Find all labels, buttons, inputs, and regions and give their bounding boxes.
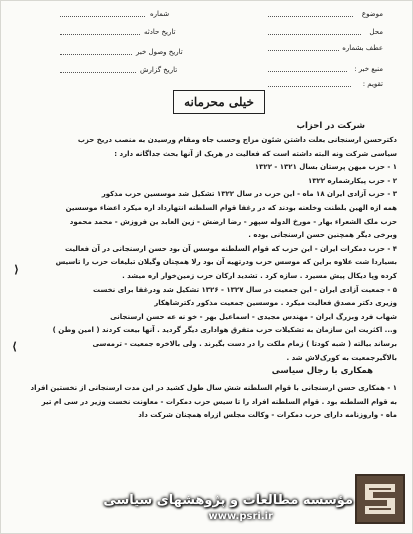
text-line: به قوام السلطنه بود . قوام السلطنه افراد را تا سیس حزب دمکرات - معاونت نخست وزیر در سی ام تیر: [41, 397, 397, 406]
text-line: ۳ - حزب آزادی ایران ۱۸ ماه - این حزب در سال ۱۳۲۲ تشکیل شد موسسین حزب مذکور: [101, 190, 397, 199]
event-date-line: [60, 34, 140, 35]
receive-date-line: [60, 54, 132, 55]
text-line: ۴ - حزب دمکرات ایران - این حزب که قوام السلطنه موسس آن بود حسن ارسنجانی در آن فعالیت: [64, 244, 397, 253]
section2-body: [22, 382, 397, 423]
number-label: شماره: [150, 10, 170, 18]
text-line: کرده وپا دیکال پیش مسیرد . سازه کرد . تشدید ارکان حزب زمین‌خوار اره میشد .: [122, 271, 397, 280]
receive-date-label: تاریخ وصول خبر: [136, 48, 183, 56]
institute-url[interactable]: www.psri.ir: [208, 511, 273, 522]
section2-heading: همکاری با رجال سیاسی: [271, 366, 373, 376]
subject-line: [268, 16, 353, 17]
reference-label: عطف بشماره: [342, 44, 383, 52]
source-label: منبع خبر :: [354, 65, 383, 73]
institute-logo-icon: [355, 474, 405, 524]
text-line: بسیاردا شت علاوه براین که موسس حزب ودرتهیه آن بود رلا همچنان وگیلان تبلیغات حزب را تاسیس: [55, 258, 397, 267]
calendar-line: [268, 86, 351, 87]
event-date-label: تاریخ حادثه: [144, 28, 176, 36]
report-date-line: [60, 72, 136, 73]
text-line: ۱ - همکاری حسن ارسنجانی با قوام السلطنه شش سال طول کشید در این مدت ارسنجانی از نخستین افراد: [30, 384, 397, 392]
number-line: [60, 16, 145, 17]
place-line: [268, 34, 361, 35]
section1-body: [22, 134, 397, 365]
source-line: [268, 71, 347, 72]
subject-label: موضوع: [361, 10, 383, 18]
text-line: ۱ - حزب میهن پرستان بسال ۱۳۲۱ - ۱۳۲۲: [254, 163, 397, 172]
text-line: ۲ - حزب پیکارشماره ۱۳۲۲: [307, 176, 397, 185]
text-line: ماه - واروزنامه دارای حزب دمکرات - وکالت مجلس ازراه همچنان شرکت داد: [138, 411, 397, 420]
text-line: ۵ - جمعیت آزادی ایران - این جمعیت در سال ۱۳۲۷ - ۱۳۲۶ تشکیل شد ودرغفا برای نخست: [93, 285, 397, 294]
text-line: شهاب فرد وبزرگ ایران - مهندس مجیدی - اسماعیل بهر - خو نه عه حسن ارسنجانی: [110, 312, 397, 321]
text-line: وزیری دکتر مصدق فعالیت میکرد . موسسین جمعیت مذکور دکترشاهکار: [154, 299, 397, 308]
margin-bracket-mark: ⟩: [14, 263, 20, 276]
margin-pen-mark: ⟨: [12, 340, 18, 353]
text-line: حزب ملک الشعراء بهار - مورخ الدوله سپهر - رضا ارضش - زین العابد ین فروزش - محمد محمود: [69, 217, 397, 226]
text-line: بالاگیرجمعیت به کورک‌لاش شد .: [286, 353, 397, 362]
text-line: دکترحسن ارسنجانی بعلت داشتن شئون مزاج وحسب جاه ومقام ورسیدن به منصب دریخ حزب: [77, 136, 397, 144]
section1-heading: شرکت در احزاب: [296, 121, 365, 131]
calendar-label: تقویم :: [362, 80, 383, 88]
text-line: همه ازه الهین بلطنت وخلعنه بودند که در رغفا قوام السلطنه انتهارداد اره میکرد اعضاء موسسین: [65, 203, 397, 212]
report-date-label: تاریخ گزارش: [140, 66, 178, 74]
classification-stamp: خیلی محرمانه: [173, 90, 265, 114]
text-line: برساند بیالته ( شبه کودتا ) زمام ملکت را در دست بگیرند . ولی بالاخره جمعیت - ترمه‌سی: [92, 339, 397, 348]
text-line: و... اکثریت این سازمان به تشکیلات حزب متفرق هواداری دیگر گردید . آنها بیعت کردند ( امین وطن ): [52, 326, 397, 335]
reference-line: [268, 50, 339, 51]
footer-watermark: [0, 472, 413, 534]
place-label: محل: [369, 28, 383, 36]
text-line: سیاسی شرکت ونه البته داشته است که فعالیت در هریک از آنها بحث جداگانه دارد :: [114, 149, 397, 158]
institute-name: مؤسسه مطالعات و پژوهشهای سیاسی: [103, 493, 353, 508]
text-line: وبرخی دیگر همچنین حسن ارسنجانی بوده .: [248, 231, 397, 240]
